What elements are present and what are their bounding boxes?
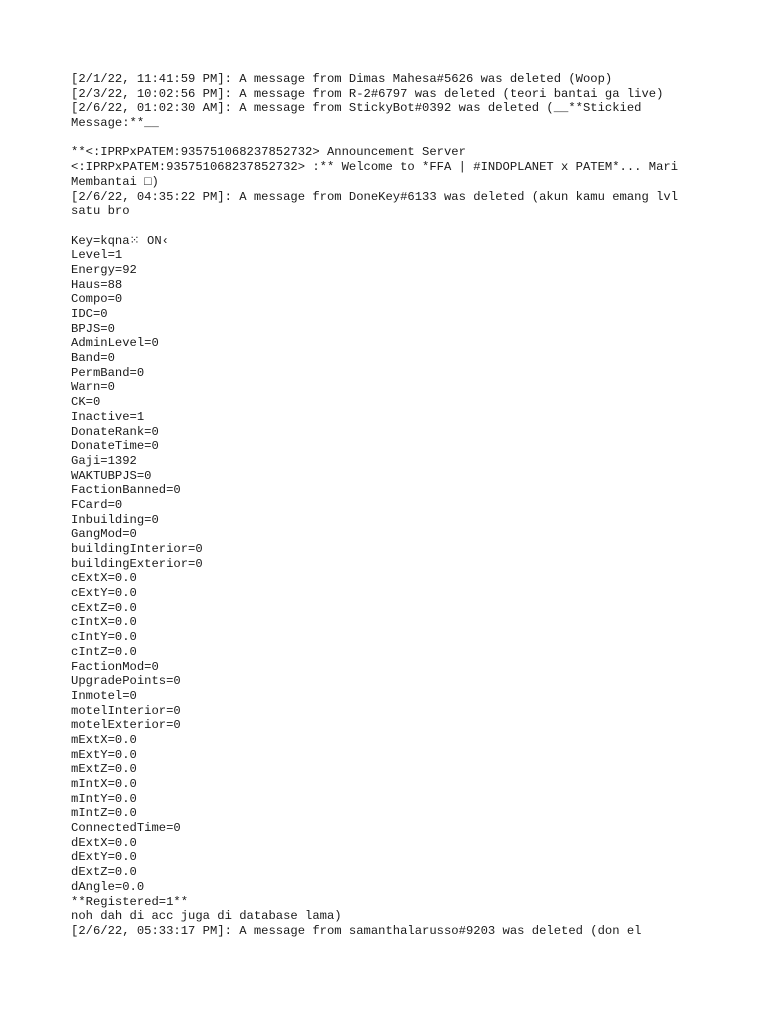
text-line: DonateRank=0 <box>71 424 159 439</box>
text-line: mExtZ=0.0 <box>71 762 137 777</box>
text-line: Band=0 <box>71 351 115 366</box>
text-line: dExtZ=0.0 <box>71 865 137 880</box>
text-line: satu bro <box>71 204 130 219</box>
text-line: Membantai □) <box>71 174 159 189</box>
text-line: dAngle=0.0 <box>71 879 145 894</box>
text-line: IDC=0 <box>71 307 108 321</box>
text-line: mIntY=0.0 <box>71 791 137 806</box>
text-line: Inmotel=0 <box>71 688 137 703</box>
text-line: [2/6/22, 05:33:17 PM]: A message from samanthalarusso#9203 was deleted (don el <box>71 923 642 938</box>
text-line: mIntZ=0.0 <box>71 806 137 821</box>
document-page <box>71 72 711 939</box>
text-line: BPJS=0 <box>71 321 115 336</box>
text-line: mExtY=0.0 <box>71 747 137 762</box>
text-line: cIntX=0.0 <box>71 615 137 630</box>
text-line: cIntZ=0.0 <box>71 644 137 659</box>
text-line: [2/1/22, 11:41:59 PM]: A message from Dimas Mahesa#5626 was deleted (Woop) <box>71 72 613 86</box>
text-line: FactionMod=0 <box>71 659 159 674</box>
text-line: cExtZ=0.0 <box>71 600 137 615</box>
text-line: PermBand=0 <box>71 365 145 380</box>
text-line: noh dah di acc juga di database lama) <box>71 909 342 924</box>
text-line: **<:IPRPxPATEM:935751068237852732> Announcement Server <box>71 145 466 160</box>
text-line: buildingExterior=0 <box>71 556 203 571</box>
blank-line <box>71 131 711 146</box>
text-line: Message:**__ <box>71 116 159 131</box>
text-line: [2/6/22, 01:02:30 AM]: A message from StickyBot#0392 was deleted (__**Stickied <box>71 101 642 116</box>
text-line: motelExterior=0 <box>71 718 181 733</box>
text-line: dExtY=0.0 <box>71 850 137 865</box>
text-line: [2/6/22, 04:35:22 PM]: A message from DoneKey#6133 was deleted (akun kamu emang lvl <box>71 189 679 204</box>
text-line: [2/3/22, 10:02:56 PM]: A message from R-2#6797 was deleted (teori bantai ga live) <box>71 86 664 101</box>
text-line: Haus=88 <box>71 277 123 292</box>
text-line: WAKTUBPJS=0 <box>71 468 152 483</box>
blank-line <box>71 219 711 234</box>
text-line: GangMod=0 <box>71 527 137 542</box>
text-line: FCard=0 <box>71 497 123 512</box>
text-line: Level=1 <box>71 248 123 263</box>
text-line: Key=kqna⁙ ON‹ <box>71 233 169 248</box>
text-line: UpgradePoints=0 <box>71 674 181 689</box>
text-line: Energy=92 <box>71 262 137 277</box>
text-line: cExtY=0.0 <box>71 586 137 601</box>
text-line: Warn=0 <box>71 380 115 395</box>
text-line: dExtX=0.0 <box>71 835 137 850</box>
text-line: cExtX=0.0 <box>71 571 137 586</box>
text-line: <:IPRPxPATEM:935751068237852732> :** Welcome to *FFA | #INDOPLANET x PATEM*... Mari <box>71 160 679 175</box>
text-line: ConnectedTime=0 <box>71 821 181 836</box>
text-line: Compo=0 <box>71 292 123 307</box>
text-line: Inactive=1 <box>71 409 145 424</box>
text-line: AdminLevel=0 <box>71 336 159 351</box>
text-line: CK=0 <box>71 395 101 410</box>
text-line: Inbuilding=0 <box>71 512 159 527</box>
text-line: buildingInterior=0 <box>71 542 203 556</box>
text-line: mExtX=0.0 <box>71 732 137 747</box>
text-line: DonateTime=0 <box>71 439 159 454</box>
text-line: motelInterior=0 <box>71 703 181 718</box>
text-line: Gaji=1392 <box>71 453 137 468</box>
text-line: cIntY=0.0 <box>71 630 137 645</box>
text-line: FactionBanned=0 <box>71 483 181 498</box>
text-line: **Registered=1** <box>71 894 189 909</box>
text-line: mIntX=0.0 <box>71 777 137 791</box>
